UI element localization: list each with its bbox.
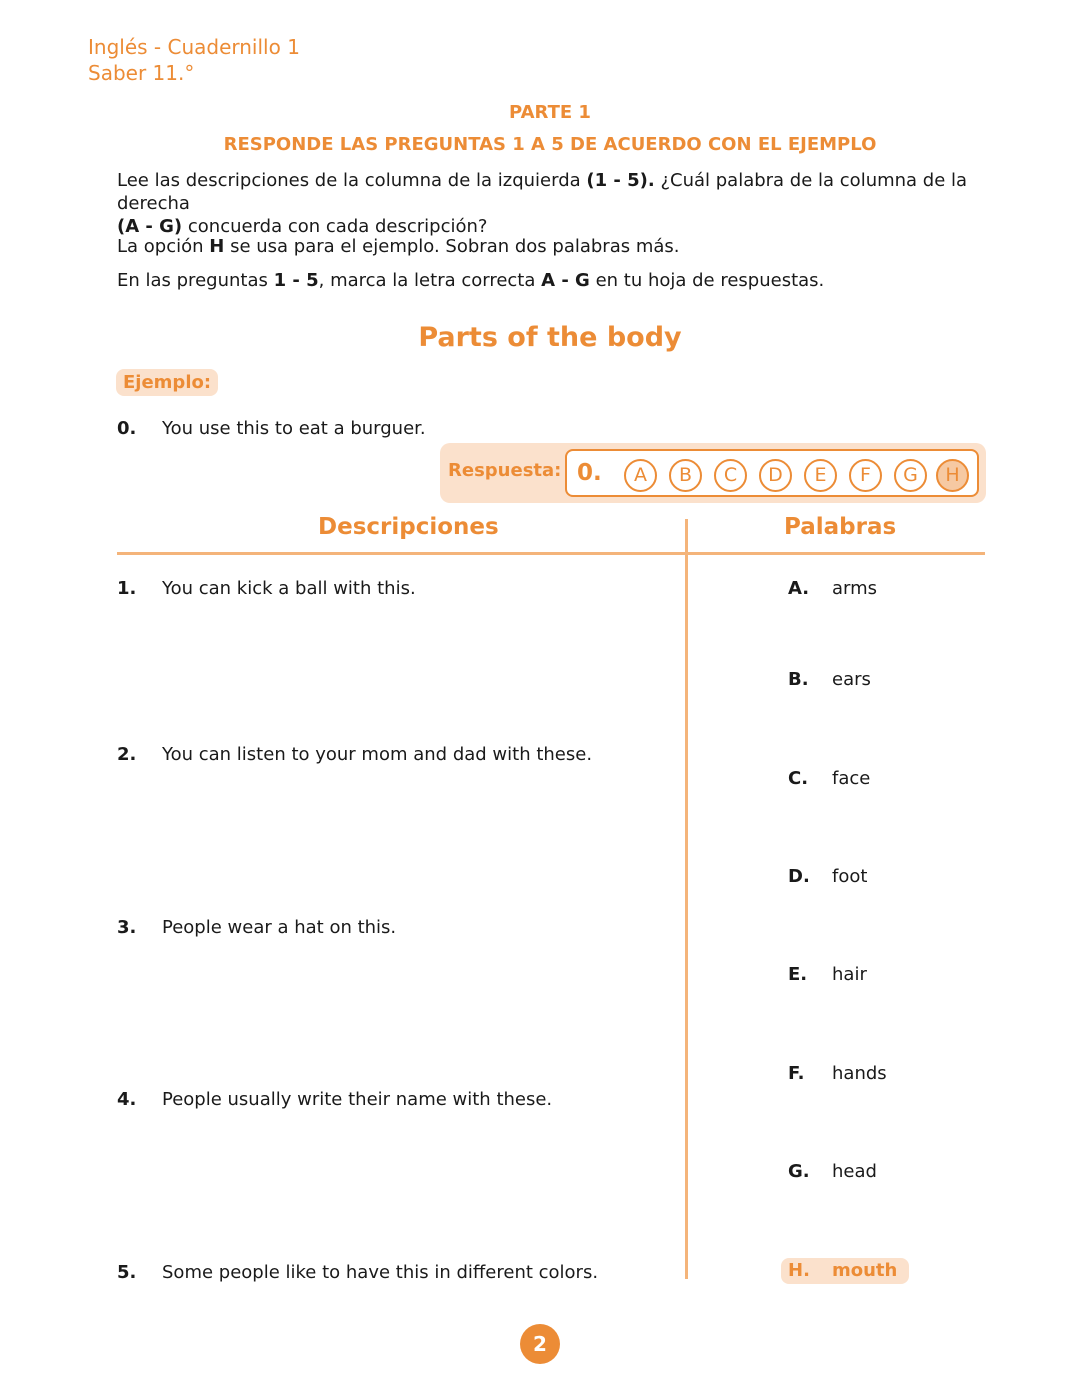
- example-answer-box: [440, 443, 986, 503]
- page-number-badge: 2: [520, 1324, 560, 1364]
- example-badge: Ejemplo:: [116, 369, 218, 396]
- answer-bubble-b[interactable]: B: [669, 459, 702, 492]
- header-divider: [117, 552, 985, 555]
- document-header: [88, 34, 300, 86]
- answer-number: 0.: [577, 460, 602, 486]
- example-question-number: 0.: [117, 418, 137, 439]
- answer-label: Respuesta:: [448, 460, 562, 481]
- answer-bubble-h-selected[interactable]: H: [936, 459, 969, 492]
- header-grade: Saber 11.°: [88, 61, 195, 85]
- header-subject: Inglés - Cuadernillo 1: [88, 35, 300, 59]
- instruction-paragraph-3: En las preguntas 1 - 5, marca la letra correcta A - G en tu hoja de respuestas.: [117, 270, 825, 291]
- word-option-h-example: H. mouth: [781, 1258, 909, 1284]
- instruction-paragraph-2: La opción H se usa para el ejemplo. Sobran dos palabras más.: [117, 236, 680, 257]
- answer-bubbles: [565, 449, 979, 497]
- column-header-descriptions: Descripciones: [318, 514, 499, 540]
- column-header-words: Palabras: [784, 514, 897, 540]
- answer-bubble-f[interactable]: F: [849, 459, 882, 492]
- answer-bubble-g[interactable]: G: [894, 459, 927, 492]
- answer-bubble-c[interactable]: C: [714, 459, 747, 492]
- exercise-title: Parts of the body: [418, 322, 682, 353]
- answer-bubble-a[interactable]: A: [624, 459, 657, 492]
- answer-bubble-e[interactable]: E: [804, 459, 837, 492]
- example-question-text: You use this to eat a burguer.: [162, 418, 426, 439]
- section-title: PARTE 1: [509, 102, 591, 123]
- answer-bubble-d[interactable]: D: [759, 459, 792, 492]
- column-divider: [685, 519, 688, 1279]
- instruction-paragraph-1: Lee las descripciones de la columna de la izquierda (1 - 5). ¿Cuál palabra de la columna de la derecha (A - G) concuerda con cada descripción?: [117, 170, 968, 237]
- section-instruction-heading: RESPONDE LAS PREGUNTAS 1 A 5 DE ACUERDO CON EL EJEMPLO: [223, 134, 877, 155]
